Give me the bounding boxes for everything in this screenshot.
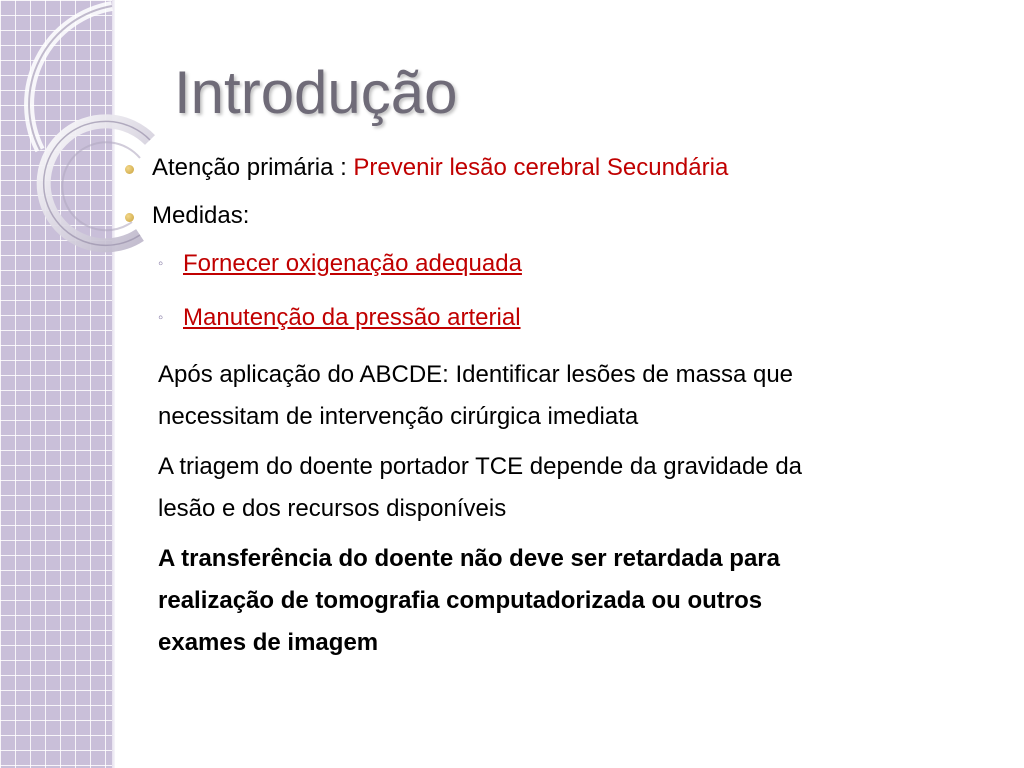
- sub-bullet-link[interactable]: Fornecer oxigenação adequada: [183, 250, 522, 277]
- ring-bullet-icon: ◦: [158, 255, 164, 272]
- paragraph-line: exames de imagem: [158, 629, 379, 656]
- sub-bullet-link[interactable]: Manutenção da pressão arterial: [183, 304, 521, 331]
- bullet-dot-icon: [125, 150, 135, 186]
- paragraph-line: necessitam de intervenção cirúrgica imediata: [158, 403, 639, 430]
- bullet-text: Atenção primária :: [152, 154, 354, 181]
- paragraph-line: lesão e dos recursos disponíveis: [158, 495, 507, 522]
- bullet-item: [118, 150, 998, 186]
- paragraph-line: Após aplicação do ABCDE: Identificar lesões de massa que: [158, 361, 794, 388]
- paragraph-line: A transferência do doente não deve ser retardada para: [158, 545, 780, 572]
- bullet-text: Medidas:: [152, 202, 250, 229]
- slide-body: [118, 150, 998, 672]
- slide-title: Introdução: [174, 59, 458, 126]
- paragraph-bold: [118, 538, 998, 664]
- ring-bullet-icon: ◦: [158, 309, 164, 326]
- bullet-item: [118, 198, 998, 234]
- bullet-dot-icon: [125, 198, 135, 234]
- bullet-highlight: Prevenir lesão cerebral Secundária: [353, 154, 729, 181]
- sub-bullet-item: [118, 300, 998, 336]
- paragraph: [118, 446, 998, 530]
- sub-bullet-item: [118, 246, 998, 282]
- paragraph-line: A triagem do doente portador TCE depende da gravidade da: [158, 453, 803, 480]
- paragraph: [118, 354, 998, 438]
- paragraph-line: realização de tomografia computadorizada ou outros: [158, 587, 763, 614]
